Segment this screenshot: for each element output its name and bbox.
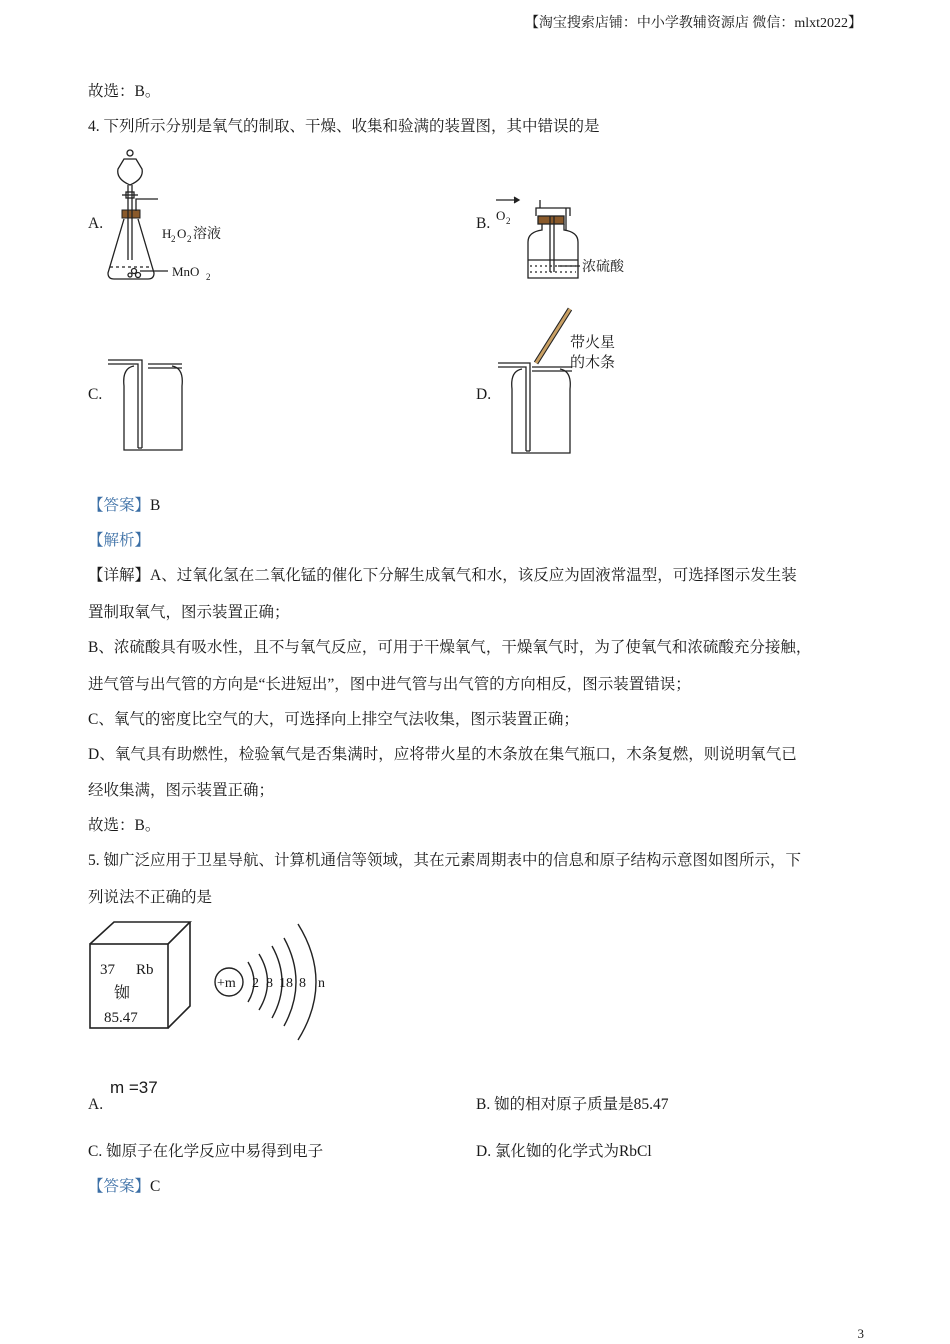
option-letter: B. bbox=[476, 1096, 491, 1113]
q4-detail-line-6: D、氧气具有助燃性，检验氧气是否集满时，应将带火星的木条放在集气瓶口，木条复燃，则说明氧气已 bbox=[88, 746, 797, 763]
element-number: 37 bbox=[100, 962, 115, 978]
q4-option-a-letter: A. bbox=[88, 215, 104, 232]
solution-label-sub1: 2 bbox=[171, 234, 176, 244]
shell-3-electrons: 18 bbox=[279, 976, 293, 991]
previous-conclusion: 故选：B。 bbox=[88, 83, 161, 100]
gas-label: O bbox=[496, 208, 506, 223]
page-number: 3 bbox=[857, 1326, 864, 1341]
answer-value: C bbox=[150, 1178, 161, 1195]
q4-answer bbox=[88, 496, 160, 516]
element-mass: 85.47 bbox=[104, 1010, 138, 1026]
q5-answer bbox=[88, 1177, 160, 1197]
liquid-label: 浓硫酸 bbox=[582, 260, 624, 275]
shell-4-electrons: 8 bbox=[299, 976, 306, 991]
q4-option-a-figure bbox=[100, 145, 240, 290]
solution-label-sub2: 2 bbox=[187, 234, 192, 244]
q4-detail-line-5: C、氧气的密度比空气的大，可选择向上排空气法收集，图示装置正确； bbox=[88, 711, 579, 728]
nucleus-label: +m bbox=[217, 976, 236, 991]
element-name: 铷 bbox=[114, 985, 131, 1002]
page-header: 【淘宝搜索店铺：中小学教辅资源店 微信：mlxt2022】 bbox=[524, 16, 862, 31]
q4-conclusion: 故选：B。 bbox=[88, 817, 161, 834]
answer-tag: 【答案】 bbox=[88, 1178, 151, 1195]
q4-detail-line-7: 经收集满，图示装置正确； bbox=[88, 782, 275, 799]
detail-text: A、过氧化氢在二氧化锰的催化下分解生成氧气和水，该反应为固液常温型，可选择图示发生装 bbox=[150, 567, 797, 584]
q5-option-c bbox=[88, 1142, 323, 1162]
collecting-bottle-icon bbox=[498, 363, 572, 453]
q4-option-c-figure bbox=[100, 350, 200, 460]
answer-tag: 【答案】 bbox=[88, 497, 151, 514]
option-letter: C. bbox=[88, 1143, 103, 1160]
q4-detail-line-2: 置制取氧气，图示装置正确； bbox=[88, 604, 290, 621]
gas-collecting-bottle-icon bbox=[108, 360, 182, 450]
catalyst-label-sub: 2 bbox=[206, 272, 211, 282]
gas-washing-bottle-icon bbox=[496, 197, 580, 278]
splint-label-line1: 带火星 bbox=[570, 335, 616, 351]
q4-detail-line-4: 进气管与出气管的方向是“长进短出”，图中进气管与出气管的方向相反，图示装置错误； bbox=[88, 676, 691, 693]
q4-option-b-letter: B. bbox=[476, 215, 491, 232]
question-5-stem-line-2: 列说法不正确的是 bbox=[88, 889, 213, 906]
q4-detail-line-3: B、浓硫酸具有吸水性，且不与氧气反应，可用于干燥氧气，干燥氧气时，为了使氧气和浓硫酸充分接触， bbox=[88, 639, 812, 656]
q5-option-b bbox=[476, 1095, 668, 1115]
q4-option-d-letter: D. bbox=[476, 386, 492, 403]
glowing-splint-icon bbox=[536, 309, 570, 363]
option-text: 铷的相对原子质量是85.47 bbox=[494, 1096, 669, 1113]
q4-option-b-figure bbox=[492, 190, 642, 290]
option-text: 氯化铷的化学式为RbCl bbox=[494, 1143, 652, 1160]
q4-analysis-tag: 【解析】 bbox=[88, 532, 151, 549]
q5-option-a-letter: A. bbox=[88, 1096, 104, 1113]
shell-1-electrons: 2 bbox=[252, 976, 259, 991]
option-text: 铷原子在化学反应中易得到电子 bbox=[106, 1143, 324, 1160]
atomic-structure-diagram bbox=[215, 924, 325, 1040]
answer-value: B bbox=[150, 497, 161, 514]
q5-figure bbox=[86, 918, 336, 1048]
catalyst-label: MnO bbox=[172, 264, 200, 279]
question-5-stem-line-1: 5. 铷广泛应用于卫星导航、计算机通信等领域，其在元素周期表中的信息和原子结构示意图如图所示，下 bbox=[88, 852, 802, 869]
q5-option-d bbox=[476, 1142, 652, 1162]
solution-label-o: O bbox=[177, 226, 187, 241]
gas-label-sub: 2 bbox=[506, 216, 511, 226]
rubber-stopper-icon bbox=[122, 210, 140, 218]
solution-label-tail: 溶液 bbox=[193, 227, 221, 242]
solution-label-h: H bbox=[162, 226, 172, 241]
q4-option-d-figure bbox=[492, 305, 652, 460]
element-symbol: Rb bbox=[136, 962, 154, 978]
detail-tag: 【详解】 bbox=[88, 567, 151, 584]
shell-2-electrons: 8 bbox=[266, 976, 273, 991]
shell-5-electrons: n bbox=[318, 976, 325, 991]
q4-option-c-letter: C. bbox=[88, 386, 103, 403]
q5-option-a-text: m =37 bbox=[110, 1078, 158, 1097]
option-letter: D. bbox=[476, 1143, 492, 1160]
separatory-funnel-icon bbox=[118, 150, 143, 205]
splint-label-line2: 的木条 bbox=[570, 355, 616, 371]
q4-detail-line-1 bbox=[88, 566, 797, 586]
question-4-stem: 4. 下列所示分别是氧气的制取、干燥、收集和验满的装置图，其中错误的是 bbox=[88, 118, 600, 135]
